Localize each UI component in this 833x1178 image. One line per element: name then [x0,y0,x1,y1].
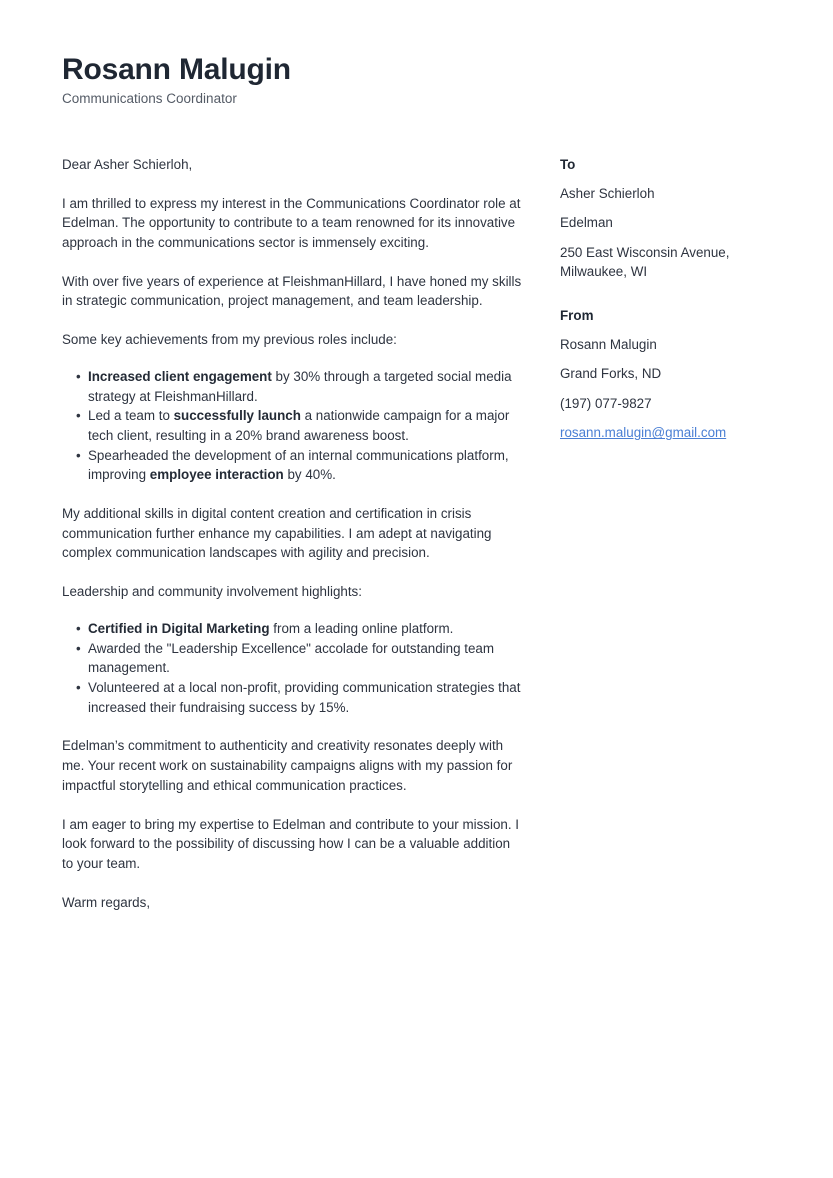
list-item [62,619,524,639]
achievement-bold-mid: successfully launch [173,408,301,424]
leadership-intro: Leadership and community involvement highlights: [62,584,362,600]
list-item [62,678,524,717]
skills-paragraph: My additional skills in digital content creation and certification in crisis communication further enhance my capabilities. I am adept at navigating complex communication landscapes with agility and precision. [62,506,492,561]
recipient-company: Edelman [560,215,613,231]
leadership-bold-lead: Certified in Digital Marketing [88,620,270,636]
achievements-intro: Some key achievements from my previous roles include: [62,332,397,348]
achievement-text: by 40%. [283,467,336,483]
letter-header [62,52,771,108]
intro-paragraph: I am thrilled to express my interest in the Communications Coordinator role at Edelman. The opportunity to contribute to a team renowned for its innovative approach in the communications sector is immensely exciting. [62,195,521,251]
applicant-name: Rosann Malugin [62,53,291,86]
salutation: Dear Asher Schierloh, [62,156,193,172]
sender-phone: (197) 077-9827 [560,395,652,411]
list-item [62,639,524,678]
list-item [62,446,524,485]
achievement-text-pre: Led a team to [88,408,174,424]
leadership-text: Volunteered at a local non-profit, providing communication strategies that increased their fundraising success by 15%. [88,680,521,715]
to-heading: To [560,156,576,172]
list-item [62,406,524,445]
leadership-text: Awarded the "Leadership Excellence" accolade for outstanding team management. [88,640,495,676]
leadership-text: from a leading online platform. [269,620,454,636]
achievement-text-pre: Spearheaded the development of an internal communications platform, improving [88,447,509,483]
letter-body-columns [62,155,771,912]
closing-paragraph: I am eager to bring my expertise to Edelman and contribute to your mission. I look forward to the possibility of discussing how I can be a valuable addition to your team. [62,816,519,871]
sender-location: Grand Forks, ND [560,366,662,382]
recipient-name: Asher Schierloh [560,185,655,201]
achievement-bold-mid: employee interaction [149,467,284,483]
achievement-bold-lead: Increased client engagement [88,368,272,384]
sender-email-link[interactable]: rosann.malugin@gmail.com [560,425,727,441]
culture-fit-paragraph: Edelman’s commitment to authenticity and creativity resonates deeply with me. Your recent work on sustainability campaigns aligns with my passion for impactful storytelling and ethical communication practices. [62,738,513,793]
achievement-text: a nationwide campaign for a major tech client, resulting in a 20% brand awareness boost. [88,408,510,443]
list-item [62,367,524,406]
leadership-list [62,619,524,718]
achievement-text: by 30% through a targeted social media strategy at FleishmanHillard. [88,368,512,404]
recipient-address: 250 East Wisconsin Avenue, Milwaukee, WI [560,244,730,280]
letter-text-column [62,155,524,912]
sign-off: Warm regards, [62,894,151,910]
applicant-job-title: Communications Coordinator [62,91,237,107]
experience-paragraph: With over five years of experience at FleishmanHillard, I have honed my skills in strategic communication, project management, and team leadership. [62,273,522,309]
from-heading: From [560,307,594,323]
sender-name: Rosann Malugin [560,336,657,352]
contact-sidebar [560,155,771,443]
achievements-list [62,367,524,485]
